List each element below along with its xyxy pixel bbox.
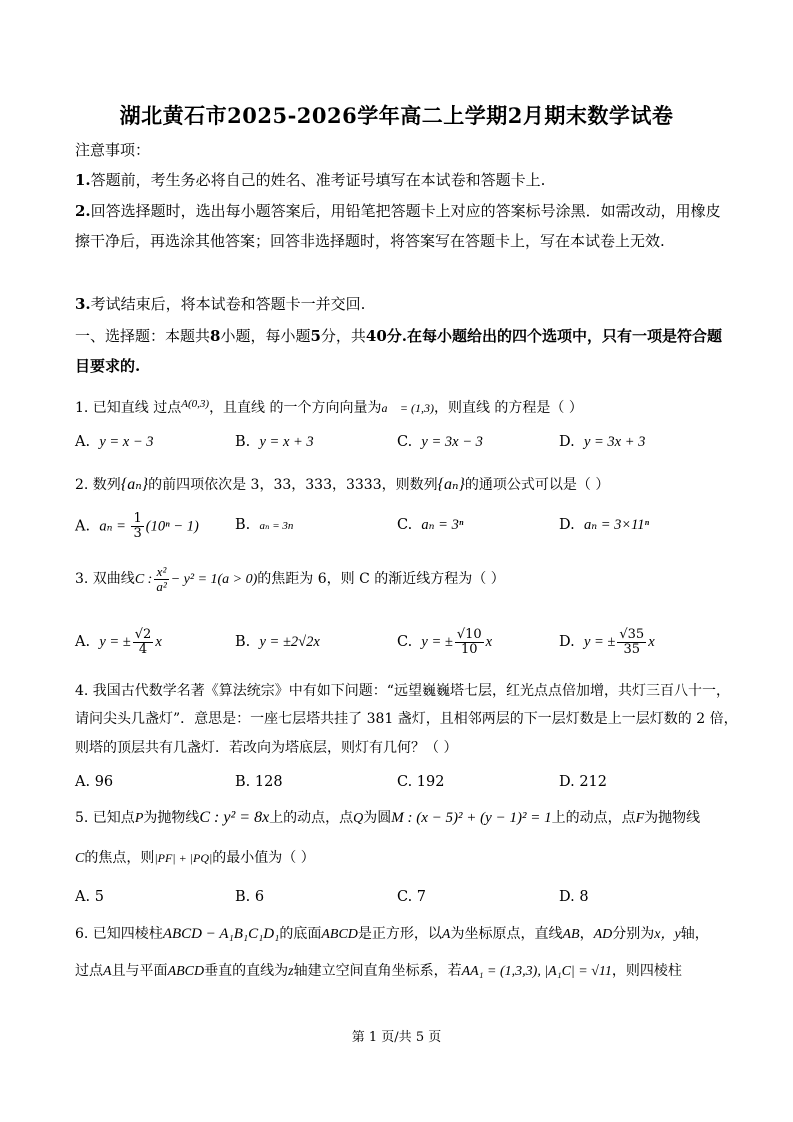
notice-item-2: 2.回答选择题时，选出每小题答案后，用铅笔把答题卡上对应的答案标号涂黑．如需改动，用橡皮擦干净后，再选涂其他答案；回答非选择题时，将答案写在答题卡上，写在本试卷上无效. xyxy=(75,202,721,250)
q2-option-a[interactable]: A. aₙ = $\frac{1}{3}$ (10ⁿ − 1) xyxy=(75,511,199,541)
page-title: 湖北黄石市2025-2026学年高二上学期2月期末数学试卷 xyxy=(119,103,674,128)
question-1-stem: 1. 已知直线 过点$^{A(0,3)}$，且直线 的一个方向向量为a⃗ = (1,3)，则直线 的方程是（ ） xyxy=(75,398,583,416)
notice-item-3: 3.考试结束后，将本试卷和答题卡一并交回. xyxy=(75,295,366,313)
q1-option-a[interactable]: A. y = x − 3 xyxy=(75,434,154,450)
q5-option-b[interactable]: B. 6 xyxy=(235,889,265,905)
question-3-stem: 3. 双曲线C : $\frac{\text{x²}}{\text{a²}}$ − y² = 1(a > 0)的焦距为 6，则 C 的渐近线方程为（ ） xyxy=(75,563,505,594)
q5-option-d[interactable]: D. 8 xyxy=(559,889,589,905)
page-footer: 第 1 页/共 5 页 xyxy=(351,1030,442,1045)
question-5-line-1: 5. 已知点P为抛物线C : y² = 8x上的动点，点Q为圆M : (x − 5)² + (y − 1)² = 1上的动点，点F为抛物线 xyxy=(75,809,701,826)
question-6-line-2: 过点A且与平面ABCD垂直的直线为z轴建立空间直角坐标系，若AA₁ = (1,3,3), |A₁C| = √11，则四棱柱 xyxy=(75,963,682,979)
q2-option-b[interactable]: B. aₙ = 3n xyxy=(235,517,294,533)
q4-option-a[interactable]: A. 96 xyxy=(75,774,114,790)
q4-option-c[interactable]: C. 192 xyxy=(397,774,445,790)
q3-option-b[interactable]: B. y = ±2√2x xyxy=(235,634,320,650)
section-heading: 一、选择题：本题共8小题，每小题5分，共40分.在每小题给出的四个选项中，只有一项是符合题目要求的. xyxy=(75,327,723,375)
q1-option-b[interactable]: B. y = x + 3 xyxy=(235,434,314,450)
question-6-line-1: 6. 已知四棱柱ABCD − A₁B₁C₁D₁的底面ABCD是正方形，以A为坐标原点，直线AB，AD分别为x，y轴， xyxy=(75,926,709,942)
q5-option-c[interactable]: C. 7 xyxy=(397,889,427,905)
question-4-line-2: 请问尖头几盏灯”．意思是：一座七层塔共挂了 381 盏灯，且相邻两层的下一层灯数是上一层灯数的 2 倍， xyxy=(75,711,738,727)
q1-option-c[interactable]: C. y = 3x − 3 xyxy=(397,434,483,450)
q3-option-a[interactable]: A. y = ± $\frac{√2}{4}$ x xyxy=(75,626,162,657)
question-5-line-2: C的焦点，则|PF| + |PQ|的最小值为（ ） xyxy=(75,850,315,866)
q2-option-d[interactable]: D. aₙ = 3×11ⁿ xyxy=(559,517,650,533)
question-2-stem: 2. 数列{aₙ}的前四项依次是 3，33，333，3333，则数列{aₙ}的通项公式可以是（ ） xyxy=(75,476,610,493)
q5-option-a[interactable]: A. 5 xyxy=(75,889,104,905)
q2-option-c[interactable]: C. aₙ = 3ⁿ xyxy=(397,517,464,533)
q4-option-d[interactable]: D. 212 xyxy=(559,774,608,790)
q3-option-d[interactable]: D. y = ± $\frac{√35}{35}$ x xyxy=(559,626,655,657)
question-4-line-1: 4. 我国古代数学名著《算法统宗》中有如下问题：“远望巍巍塔七层，红光点点倍加增，共灯三百八十一， xyxy=(75,683,730,699)
q4-option-b[interactable]: B. 128 xyxy=(235,774,283,790)
q1-option-d[interactable]: D. y = 3x + 3 xyxy=(559,434,646,450)
q3-option-c[interactable]: C. y = ± $\frac{√10}{10}$ x xyxy=(397,626,493,657)
notice-item-1: 1.答题前，考生务必将自己的姓名、准考证号填写在本试卷和答题卡上. xyxy=(75,171,546,189)
question-4-line-3: 则塔的顶层共有几盏灯．若改向为塔底层，则灯有几何？（ ） xyxy=(75,740,458,756)
notice-heading: 注意事项： xyxy=(75,141,151,159)
